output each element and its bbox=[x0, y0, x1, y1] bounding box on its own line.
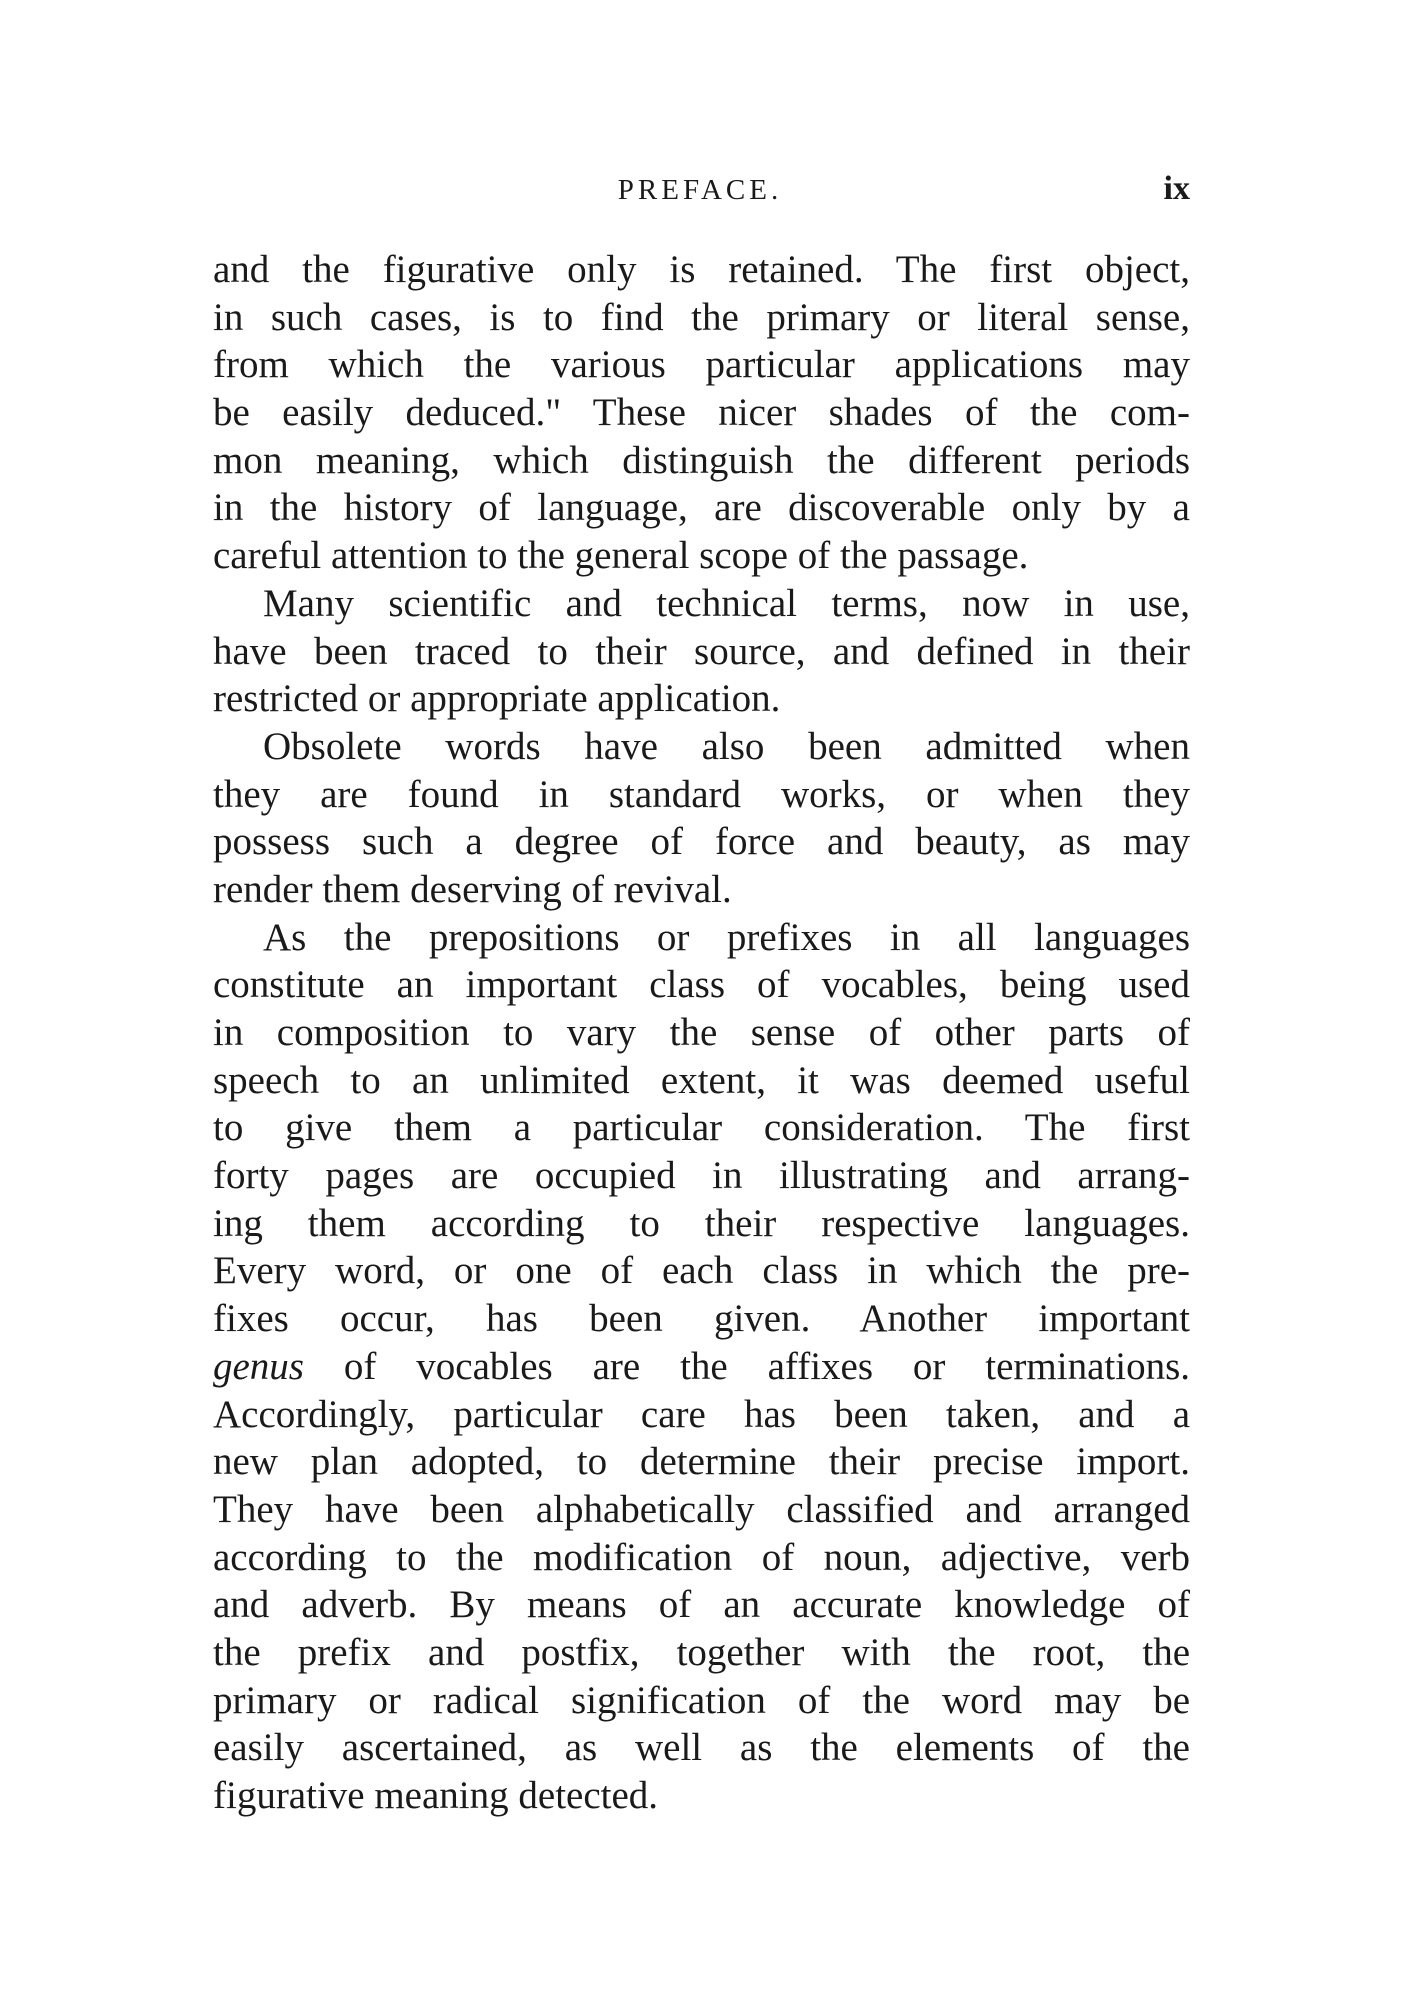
text-line: Every word, or one of each class in which the pre- bbox=[213, 1249, 1190, 1293]
text-line: in such cases, is to find the primary or literal sense, bbox=[213, 295, 1190, 339]
text-line: mon meaning, which distinguish the different periods bbox=[213, 438, 1190, 482]
text-line: They have been alphabetically classified and arranged bbox=[213, 1487, 1190, 1531]
text-line: careful attention to the general scope of the passage. bbox=[213, 534, 1029, 578]
text-line: restricted or appropriate application. bbox=[213, 677, 781, 721]
running-title: PREFACE. bbox=[617, 174, 783, 206]
text-line: they are found in standard works, or when they bbox=[213, 772, 1190, 816]
text-line: new plan adopted, to determine their precise import. bbox=[213, 1440, 1190, 1484]
text-line: constitute an important class of vocables, being used bbox=[213, 963, 1190, 1007]
text-line: in composition to vary the sense of other parts of bbox=[213, 1011, 1190, 1054]
text-line: render them deserving of revival. bbox=[213, 867, 732, 911]
text-line: As the prepositions or prefixes in all languages bbox=[263, 915, 1190, 959]
text-line: to give them a particular consideration. The first bbox=[213, 1106, 1190, 1150]
text-line: according to the modification of noun, adjective, verb bbox=[213, 1535, 1190, 1579]
text-line: forty pages are occupied in illustrating and arrang- bbox=[213, 1154, 1190, 1198]
text-line: speech to an unlimited extent, it was deemed useful bbox=[213, 1058, 1190, 1102]
text-line: in the history of language, are discoverable only by a bbox=[213, 486, 1190, 530]
text-line: Obsolete words have also been admitted when bbox=[263, 724, 1190, 768]
body-text bbox=[213, 246, 1190, 1820]
text-line: Accordingly, particular care has been taken, and a bbox=[213, 1392, 1190, 1436]
text-line: ing them according to their respective languages. bbox=[213, 1201, 1190, 1245]
text-line-with-italic bbox=[213, 1343, 1190, 1391]
text-line-rest: of vocables are the affixes or terminations. bbox=[343, 1344, 1190, 1388]
text-line: be easily deduced." These nicer shades of the com- bbox=[213, 391, 1190, 435]
text-line: figurative meaning detected. bbox=[213, 1774, 659, 1817]
running-head bbox=[210, 168, 1190, 218]
text-line: Many scientific and technical terms, now in use, bbox=[263, 581, 1190, 625]
text-line: fixes occur, has been given. Another important bbox=[213, 1297, 1190, 1341]
italic-word: genus bbox=[213, 1344, 304, 1388]
text-line: easily ascertained, as well as the elements of the bbox=[213, 1726, 1190, 1770]
text-line: the prefix and postfix, together with the root, the bbox=[213, 1630, 1190, 1674]
page-number: ix bbox=[1163, 170, 1190, 207]
text-line: and the figurative only is retained. The first object, bbox=[213, 248, 1190, 291]
text-line: possess such a degree of force and beauty, as may bbox=[213, 820, 1190, 864]
text-line: primary or radical signification of the word may be bbox=[213, 1678, 1190, 1722]
text-line: from which the various particular applications may bbox=[213, 343, 1190, 387]
text-line: and adverb. By means of an accurate knowledge of bbox=[213, 1583, 1190, 1627]
text-line: have been traced to their source, and defined in their bbox=[213, 629, 1190, 673]
